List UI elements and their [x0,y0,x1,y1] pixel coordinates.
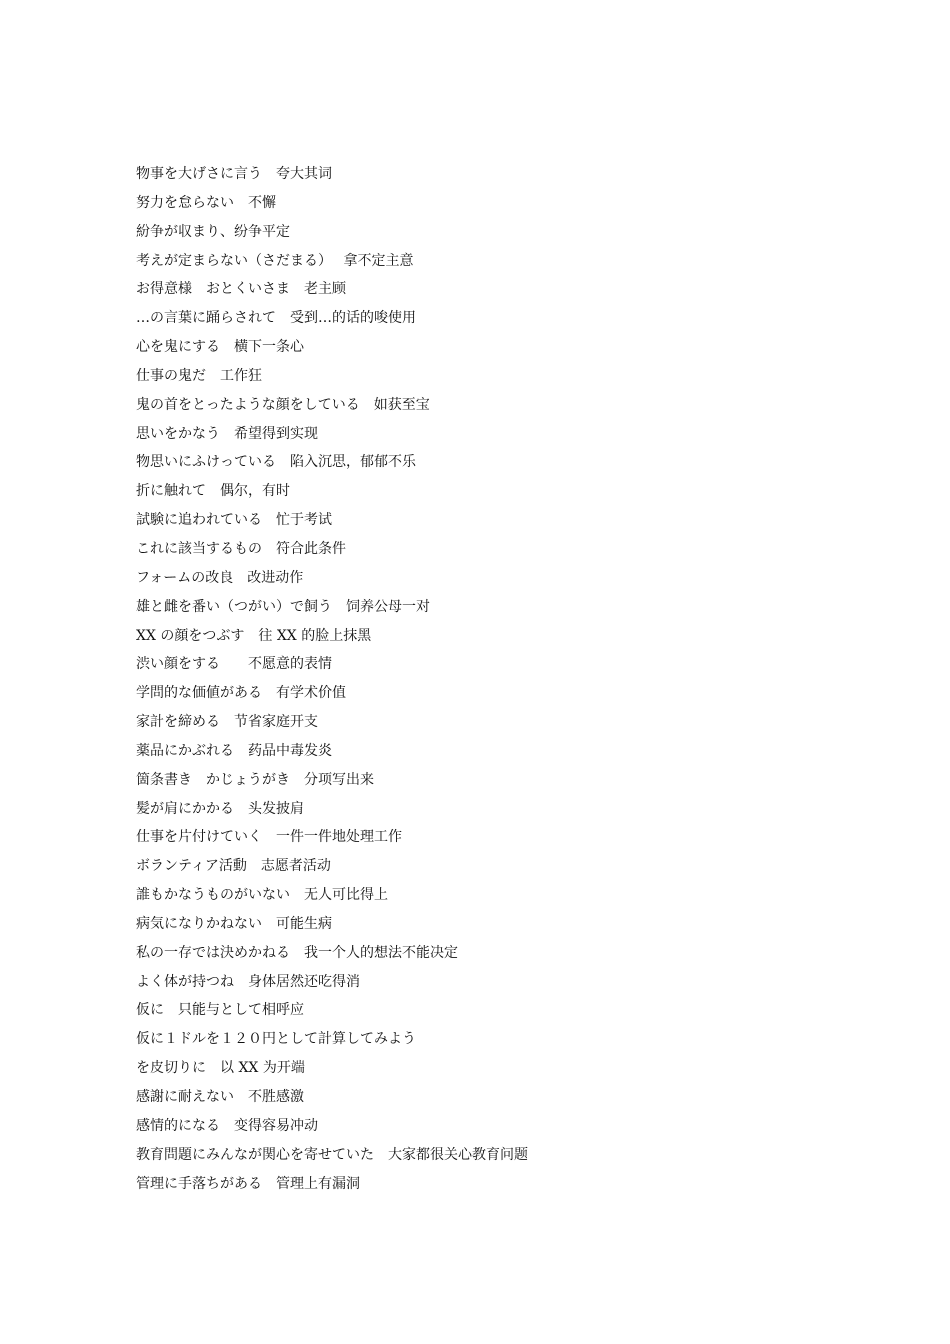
phrase-line: 感情的になる 变得容易冲动 [136,1117,318,1134]
phrase-line: 病気になりかねない 可能生病 [136,915,332,932]
phrase-line: XX の顔をつぶす 往 XX 的脸上抹黑 [136,627,372,644]
phrase-line: 私の一存では決めかねる 我一个人的想法不能决定 [136,944,458,961]
phrase-list [136,160,836,1198]
phrase-line: 試験に追われている 忙于考试 [136,512,332,529]
phrase-line: を皮切りに 以 XX 为开端 [136,1060,305,1077]
phrase-line: 家計を締める 节省家庭开支 [136,714,318,731]
phrase-line: 感謝に耐えない 不胜感激 [136,1089,304,1105]
phrase-line: 思いをかなう 希望得到实现 [136,425,318,442]
phrase-line: …の言葉に踊らされて 受到…的话的唆使用 [136,310,416,327]
phrase-line: お得意様 おとくいさま 老主顾 [136,281,346,298]
phrase-line: 教育問題にみんなが関心を寄せていた 大家都很关心教育问题 [136,1146,528,1163]
phrase-line: 渋い顔をする 不愿意的表情 [136,656,332,673]
phrase-line: 折に触れて 偶尔，有时 [136,483,290,500]
phrase-line: 考えが定まらない（さだまる） 拿不定主意 [136,252,414,269]
phrase-line: 物思いにふけっている 陷入沉思，郁郁不乐 [136,454,416,471]
phrase-line: 髪が肩にかかる 头发披肩 [136,800,304,817]
phrase-line: 雄と雌を番い（つがい）で飼う 饲养公母一对 [136,598,430,615]
phrase-line: これに該当するもの 符合此条件 [136,540,346,557]
phrase-line: 薬品にかぶれる 药品中毒发炎 [136,742,332,759]
phrase-line: 鬼の首をとったような顔をしている 如获至宝 [136,396,430,413]
phrase-line: 誰もかなうものがいない 无人可比得上 [136,887,388,904]
phrase-line: ボランティア活動 志愿者活动 [136,858,331,875]
phrase-line: よく体が持つね 身体居然还吃得消 [136,973,360,990]
phrase-line: 仮に１ドルを１２０円として計算してみよう [136,1031,416,1048]
phrase-line: 努力を怠らない 不懈 [136,194,276,211]
phrase-line: 心を鬼にする 横下一条心 [136,339,304,356]
phrase-line: 仕事を片付けていく 一件一件地处理工作 [136,829,402,846]
phrase-line: 仕事の鬼だ 工作狂 [136,367,262,384]
phrase-line: 箇条書き かじょうがき 分项写出来 [136,771,374,788]
phrase-line: フォームの改良 改进动作 [136,569,304,586]
phrase-line: 仮に 只能与として相呼应 [136,1002,304,1019]
phrase-line: 管理に手落ちがある 管理上有漏洞 [136,1175,360,1192]
phrase-line: 紛争が収まり、纷争平定 [136,223,290,240]
phrase-line: 学問的な価値がある 有学术价值 [136,685,346,702]
phrase-line: 物事を大げさに言う 夸大其词 [136,166,332,182]
